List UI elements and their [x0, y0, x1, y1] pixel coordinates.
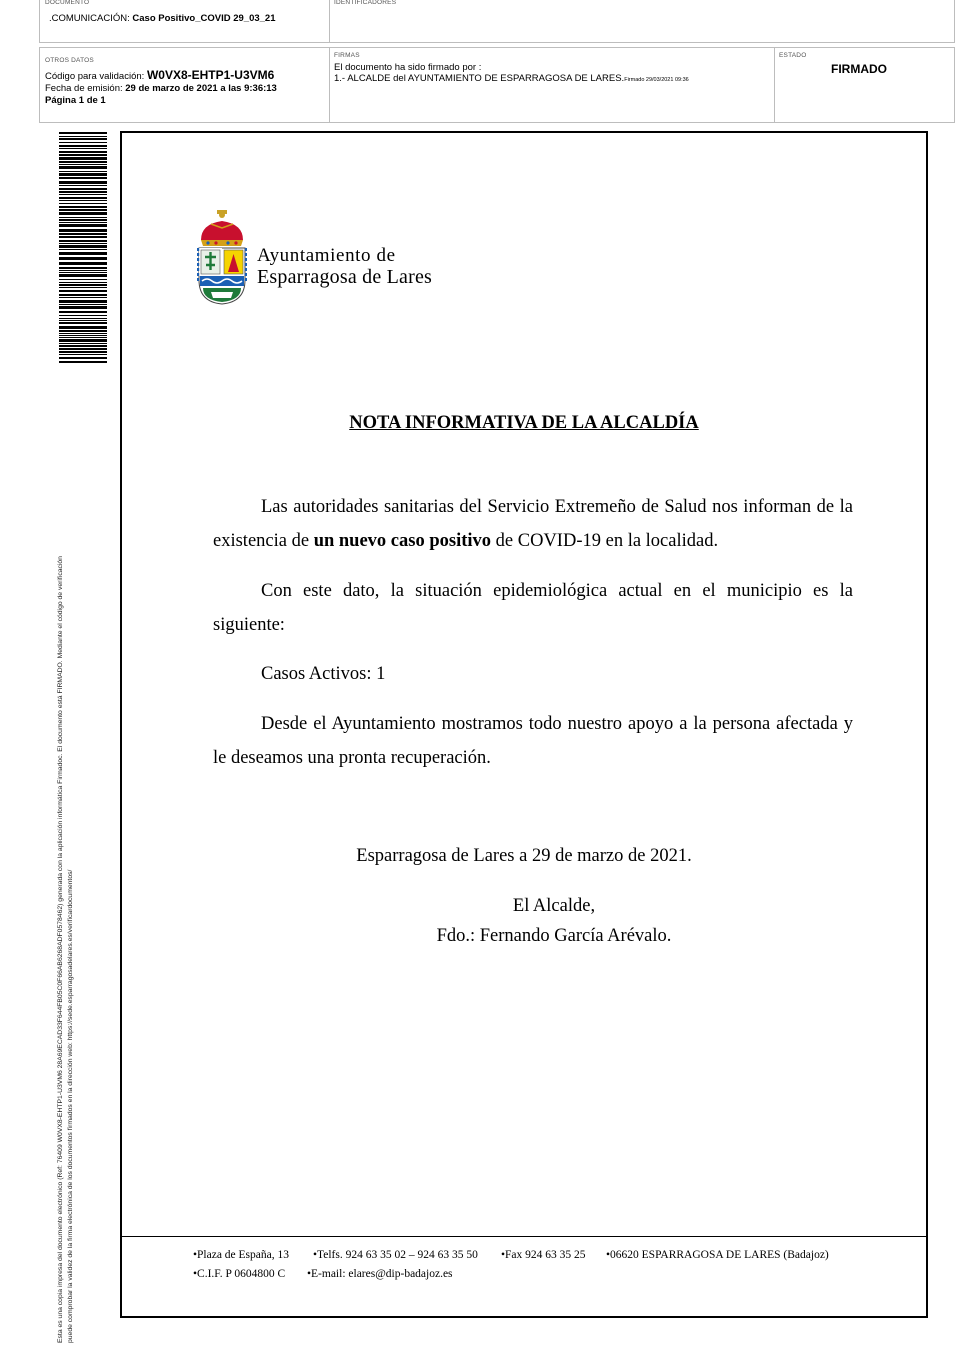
barcode-bar [59, 348, 107, 350]
barcode-bar [59, 294, 107, 296]
barcode-bar [59, 290, 107, 292]
barcode-bar [59, 351, 107, 353]
barcode-bar [59, 219, 107, 221]
barcode-bar [59, 282, 107, 283]
footer-telfs: •Telfs. 924 63 35 02 – 924 63 35 50 [313, 1249, 478, 1261]
barcode-bar [59, 252, 107, 255]
barcode-bar [59, 357, 107, 359]
barcode-bar [59, 284, 107, 286]
firmas-cell [329, 47, 775, 123]
barcode-bar [59, 267, 107, 269]
barcode-bar [59, 148, 107, 149]
barcode-bar [59, 136, 107, 137]
barcode-bar [59, 177, 107, 179]
barcode-bar [59, 236, 107, 238]
footer-rule [120, 1236, 928, 1237]
barcode-bar [59, 279, 107, 280]
otros-label: OTROS DATOS [45, 57, 94, 64]
barcode-bar [59, 361, 107, 363]
barcode-bar [59, 240, 107, 242]
document-title: NOTA INFORMATIVA DE LA ALCALDÍA [349, 413, 699, 433]
barcode-bar [59, 145, 107, 147]
barcode-bar [59, 297, 107, 298]
barcode-bar [59, 154, 107, 156]
document-header [39, 0, 955, 123]
firmas-label: FIRMAS [334, 52, 360, 59]
footer-fax: •Fax 924 63 35 25 [501, 1249, 586, 1261]
barcode-bar [59, 315, 107, 316]
barcode-bar [59, 142, 107, 143]
barcode-bar [59, 330, 107, 332]
barcode-bar [59, 166, 107, 169]
barcode-bar [59, 262, 107, 265]
barcode-bar [59, 194, 107, 195]
codigo-validacion: Código para validación: W0VX8-EHTP1-U3VM6 [45, 68, 275, 82]
firmante: 1.- ALCALDE del AYUNTAMIENTO DE ESPARRAGOSA DE LARES.Firmado 29/03/2021 09:36 [334, 73, 689, 84]
barcode-bar [59, 191, 107, 193]
barcode-bar [59, 257, 107, 260]
barcode-bar [59, 300, 107, 303]
barcode-bar [59, 197, 107, 199]
verification-text-1: Esta es una copia impresa del documento electrónico (Ref: 76409 W0VX8-EHTP1-U3VM6 28A69ECAD33F644FB05C0F66AB6268ADF0578462) generada con la aplicación informática Firmadoc. El documento está FIRMADO. Mediante el código de verificación [57, 556, 64, 1343]
barcode-bar [59, 274, 107, 277]
identificadores-cell [329, 0, 955, 43]
barcode-bar [59, 322, 107, 324]
barcode-bar [59, 243, 107, 244]
barcode-bar [59, 200, 107, 201]
documento-value: Caso Positivo_COVID 29_03_21 [132, 13, 276, 24]
barcode-bar [59, 287, 107, 288]
firmado-fecha: Firmado 29/03/2021 09:36 [624, 77, 689, 83]
barcode-bar [59, 333, 107, 334]
barcode-bar [59, 354, 107, 355]
paragraph-3: Desde el Ayuntamiento mostramos todo nuestro apoyo a la persona afectada y le deseamos una pronta recuperación. [213, 714, 853, 768]
barcode-bar [59, 206, 107, 208]
barcode-bar [59, 233, 107, 235]
footer-town: •06620 ESPARRAGOSA DE LARES (Badajoz) [606, 1249, 829, 1261]
barcode-bar [59, 337, 107, 338]
barcode-bar [59, 188, 107, 190]
active-cases: Casos Activos: 1 [261, 664, 386, 684]
firmas-intro: El documento ha sido firmado por : [334, 62, 482, 73]
fecha-emision: Fecha de emisión: 29 de marzo de 2021 a las 9:36:13 [45, 83, 277, 94]
barcode-bar [59, 272, 107, 273]
barcode-bar [59, 224, 107, 227]
barcode-bar [59, 306, 107, 309]
barcode-bar [59, 203, 107, 204]
codigo-value: W0VX8-EHTP1-U3VM6 [146, 68, 275, 82]
barcode-bar [59, 164, 107, 165]
footer-address: •Plaza de España, 13 [193, 1249, 289, 1261]
barcode-bar [59, 181, 107, 184]
barcode-bar [59, 132, 107, 134]
barcode-bar [59, 157, 107, 160]
barcode-bar [59, 345, 107, 347]
barcode-bar [59, 249, 107, 250]
identificadores-label: IDENTIFICADORES [334, 0, 397, 6]
coat-of-arms-logo [197, 210, 247, 305]
barcode-bar [59, 138, 107, 140]
barcode-bar [59, 229, 107, 232]
barcode-bar [59, 320, 107, 321]
barcode-bar [59, 245, 107, 248]
barcode-bar [59, 212, 107, 215]
barcode-bar [59, 173, 107, 176]
barcode-bar [59, 185, 107, 186]
barcode-bar [59, 318, 107, 319]
fecha-value: 29 de marzo de 2021 a las 9:36:13 [125, 83, 277, 94]
barcode-bar [59, 161, 107, 163]
footer-email: •E-mail: elares@dip-badajoz.es [307, 1268, 453, 1280]
highlight-new-case: un nuevo caso positivo [313, 531, 492, 551]
letterhead-line-1: Ayuntamiento de [257, 245, 396, 266]
documento-cell [39, 0, 330, 43]
paragraph-1: Las autoridades sanitarias del Servicio Extremeño de Salud nos informan de la existencia de un nuevo caso positivo de COVID-19 en la localidad. [213, 497, 853, 551]
barcode-bar [59, 217, 107, 218]
barcode-bar [59, 343, 107, 344]
barcode-bar [59, 311, 107, 313]
verification-text-2: puede comprobar la validez de la firma electrónica de los documentos firmados en la dirección web: https://sede.esparragosadelares.es/verificardocumentos/ [67, 869, 74, 1343]
letterhead-line-2: Esparragosa de Lares [257, 266, 433, 288]
barcode-bar [59, 304, 107, 305]
barcode [59, 132, 107, 368]
documento-text: .COMUNICACIÓN: Caso Positivo_COVID 29_03_21 [49, 13, 276, 24]
otros-datos-cell [39, 47, 330, 123]
estado-value: FIRMADO [831, 62, 887, 76]
barcode-bar [59, 335, 107, 336]
place-date: Esparragosa de Lares a 29 de marzo de 2021. [356, 846, 692, 866]
signature-role: El Alcalde, [512, 896, 596, 916]
barcode-bar [59, 222, 107, 223]
barcode-bar [59, 270, 107, 271]
pagina: Página 1 de 1 [45, 95, 106, 106]
barcode-bar [59, 209, 107, 211]
paragraph-2: Con este dato, la situación epidemiológica actual en el municipio es la siguiente: [213, 581, 853, 635]
documento-label: DOCUMENTO [45, 0, 90, 6]
estado-label: ESTADO [779, 52, 807, 59]
barcode-bar [59, 339, 107, 342]
footer-cif: •C.I.F. P 0604800 C [193, 1268, 286, 1280]
barcode-bar [59, 151, 107, 153]
estado-cell [774, 47, 955, 123]
barcode-bar [59, 326, 107, 329]
barcode-bar [59, 171, 107, 172]
signature-name: Fdo.: Fernando García Arévalo. [436, 926, 672, 946]
